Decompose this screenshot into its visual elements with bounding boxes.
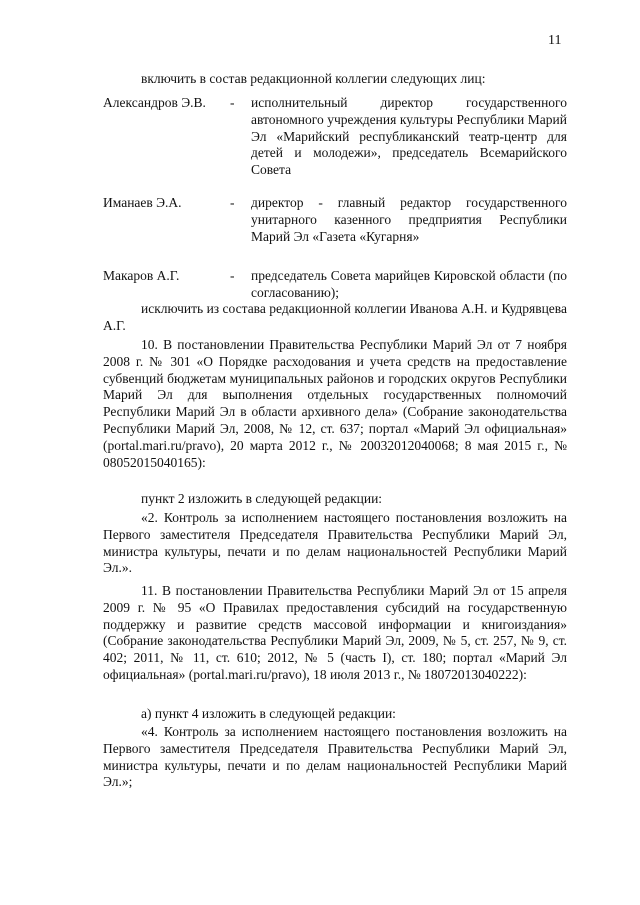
member-dash: - [230, 268, 235, 283]
member-name: Иманаев Э.А. [103, 195, 182, 210]
member-description: директор - главный редактор государственного унитарного казенного предприятия Республики Марий Эл «Газета «Кугарня» [251, 195, 567, 244]
member-description: исполнительный директор государственного автономного учреждения культуры Республики Марий Эл «Марийский республиканский театр-центр для детей и молодежи», председатель Всемарийского Совета [251, 95, 567, 178]
item-10-point: пункт 2 изложить в следующей редакции: [141, 491, 383, 506]
member-name: Макаров А.Г. [103, 268, 180, 283]
intro-line: включить в состав редакционной коллегии следующих лиц: [141, 71, 486, 86]
member-dash: - [230, 195, 235, 210]
item-10-quote: «2. Контроль за исполнением настоящего постановления возложить на Первого заместителя Председателя Правительства Республики Марий Эл, министра культуры, печати и по делам национальностей Республики Марий Эл.». [103, 510, 567, 576]
item-11-paragraph: 11. В постановлении Правительства Республики Марий Эл от 15 апреля 2009 г. № 95 «О Правилах предоставления субсидий на государственную поддержку и развитие средств массовой информации и книгоиздания» (Собрание законодательства Республики Марий Эл, 2009, № 5, ст. 257, № 9, ст. 402; 2011, № 11, ст. 610; 2012, № 5 (часть I), ст. 180; портал «Марий Эл официальная» (portal.mari.ru/pravo), 18 июля 2013 г., № 18072013040222): [103, 583, 567, 682]
member-dash: - [230, 95, 235, 110]
item-10-paragraph: 10. В постановлении Правительства Республики Марий Эл от 7 ноября 2008 г. № 301 «О Порядке расходования и учета средств на предоставление субвенций бюджетам муниципальных районов и городских округов Республики Марий Эл для выполнения отдельных государственных полномочий Республики Марий Эл в области архивного дела» (Собрание законодательства Республики Марий Эл, 2008, № 12, ст. 637; портал «Марий Эл официальная» (portal.mari.ru/pravo), 20 марта 2012 г., № 20032012040068; 8 мая 2015 г., № 08052015040165): [103, 337, 567, 470]
member-description: председатель Совета марийцев Кировской области (по согласованию); [251, 268, 567, 300]
member-name: Александров Э.В. [103, 95, 206, 110]
item-11-quote: «4. Контроль за исполнением настоящего постановления возложить на Первого заместителя Председателя Правительства Республики Марий Эл, министра культуры, печати и по делам национальностей Республики Марий Эл.»; [103, 724, 567, 790]
page-number: 11 [548, 33, 562, 48]
exclude-paragraph: исключить из состава редакционной коллегии Иванова А.Н. и Кудрявцева А.Г. [103, 301, 567, 333]
item-11-point: а) пункт 4 изложить в следующей редакции: [141, 706, 396, 721]
